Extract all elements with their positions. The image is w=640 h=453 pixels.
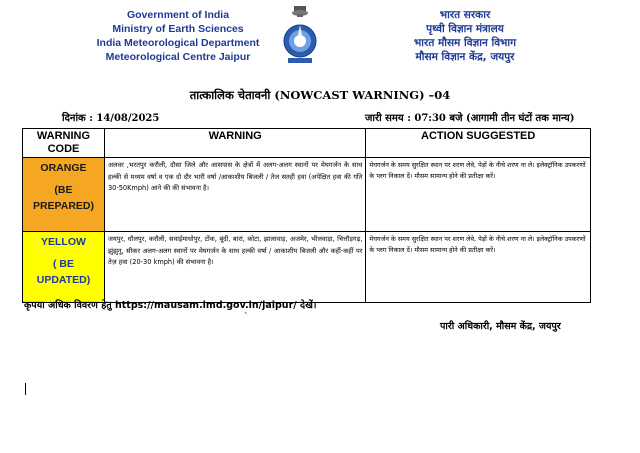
header-hindi-line: भारत मौसम विज्ञान विभाग [413, 37, 517, 49]
header-action-suggested: ACTION SUGGESTED [366, 129, 591, 158]
code-label: ORANGE [40, 162, 87, 174]
action-text: मेघगर्जन के समय सुरक्षित स्थान पर शरण लेवे, पेड़ों के नीचे शरण ना ले। इलेक्ट्रॉनिक उपकरणों के प्लग निकाल दें। मौसम सामान्य होने की प्रतीक्षा करें। [366, 158, 591, 232]
header-warning-code: WARNING CODE [23, 129, 105, 158]
action-text: मेघगर्जन के समय सुरक्षित स्थान पर शरण लेवे, पेड़ों के नीचे शरण ना ले। इलेक्ट्रॉनिक उपकरणों के प्लग निकाल दें। मौसम सामान्य होने की प्रतीक्षा करें। [366, 232, 591, 303]
warning-code-yellow [23, 232, 105, 303]
issue-time: जारी समय : 07:30 बजे (आगामी तीन घंटों तक मान्य) [365, 113, 575, 124]
code-sub-label: ( BE UPDATED) [36, 258, 91, 286]
header-english-line: Ministry of Earth Sciences [112, 23, 244, 35]
text-cursor [25, 383, 26, 395]
details-link-text[interactable]: कृपया अधिक विवरण हेतु https://mausam.imd.gov.in/jaipur/ देखें। [24, 300, 317, 311]
warning-text: जयपुर, धौलपुर, करौली, सवाईमाधोपुर, टोंक, बूंदी, बारां, कोटा, झालावाड़, अजमेर, भीलवाड़ा, चित्तौड़गढ़, झुंझुनू, सीकर अलग-अलग स्थानों पर मेघगर्जन के साथ हल्की वर्षा / आकाशीय बिजली और कहीं-कहीं पर तेज़ हवा (20-30 kmph) की संभावना है। [104, 232, 365, 303]
warning-text: अलवर ,भरतपुर करौली, दौसा जिले और आसपास के क्षेत्रों में अलग-अलग स्थानों पर मेघगर्जन के साथ हल्की से मध्यम वर्षा व एक दो दौर भारी वर्षा /आकाशीय बिजली / तेज सतही हवा (अपेक्षित हवा की गति 30-50Kmph) आने की की संभावना है। [104, 158, 365, 232]
warning-table [22, 128, 591, 303]
page-title: तात्कालिक चेतावनी (NOWCAST WARNING) –04 [189, 88, 451, 102]
header-english-line: India Meteorological Department [96, 37, 260, 49]
header-english-line: Government of India [126, 9, 230, 21]
warning-code-orange [23, 158, 105, 232]
imd-emblem-icon [280, 4, 320, 66]
header-english-line: Meteorological Centre Jaipur [105, 51, 251, 63]
table-row [23, 158, 591, 232]
code-sub-label: (BE PREPARED) [32, 184, 94, 212]
header-hindi-line: भारत सरकार [439, 9, 491, 21]
header-warning: WARNING [104, 129, 365, 158]
tick-mark: ` [244, 313, 249, 323]
table-row [23, 232, 591, 303]
signature: पारी अधिकारी, मौसम केंद्र, जयपुर [440, 321, 561, 332]
header-hindi-line: पृथ्वी विज्ञान मंत्रालय [426, 23, 504, 35]
header-hindi-line: मौसम विज्ञान केंद्र, जयपुर [415, 51, 515, 63]
table-header-row [23, 129, 591, 158]
issue-date: दिनांक : 14/08/2025 [62, 113, 160, 124]
code-label: YELLOW [41, 236, 86, 248]
header-hindi [360, 8, 570, 64]
header-english [78, 8, 278, 64]
